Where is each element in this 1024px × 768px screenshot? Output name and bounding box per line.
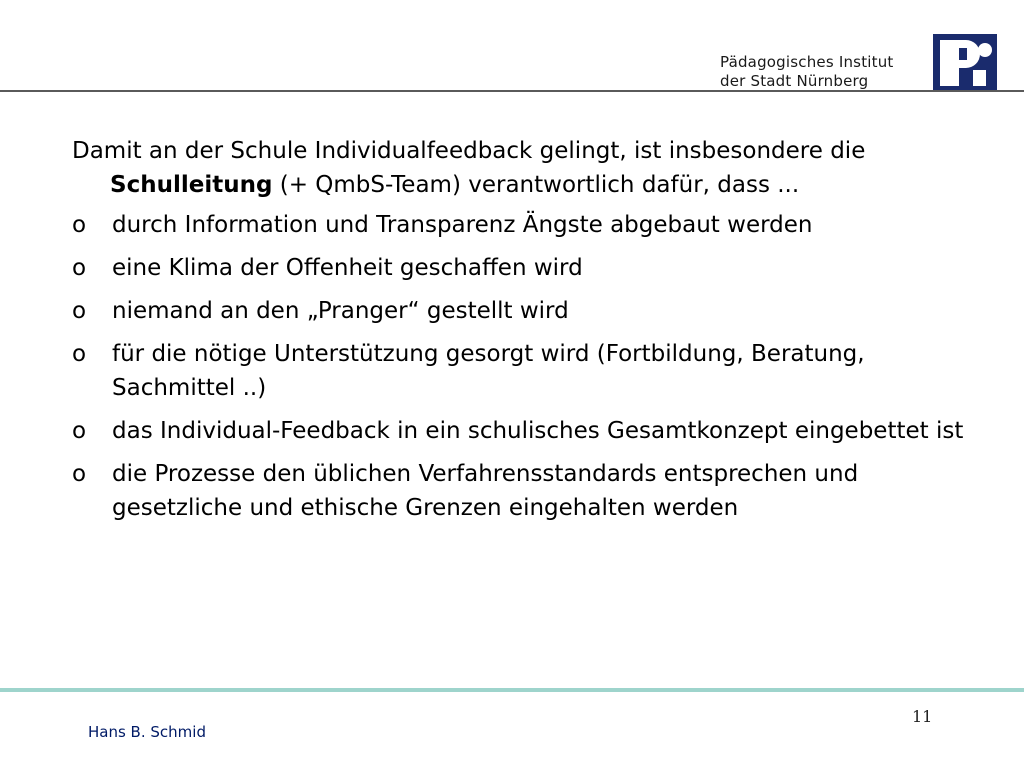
list-item — [72, 208, 972, 242]
bullet-text: niemand an den „Pranger“ gestellt wird — [112, 298, 569, 324]
intro-text-start: Damit an der Schule Individualfeedback gelingt, ist insbesondere die — [72, 138, 866, 164]
bullet-marker: o — [72, 212, 87, 238]
institute-name — [720, 53, 920, 91]
list-item — [72, 414, 972, 448]
bullet-text: für die nötige Unterstützung gesorgt wird (Fortbildung, Beratung, Sachmittel ..) — [112, 341, 865, 401]
bullet-marker: o — [72, 255, 87, 281]
intro-bold-term: Schulleitung — [110, 172, 273, 198]
list-item — [72, 337, 972, 405]
bullet-text: das Individual-Feedback in ein schulisches Gesamtkonzept eingebettet ist — [112, 418, 964, 444]
bullet-marker: o — [72, 341, 87, 367]
institute-name-line2: der Stadt Nürnberg — [720, 72, 869, 90]
slide-content — [72, 134, 972, 534]
bullet-text: die Prozesse den üblichen Verfahrensstandards entsprechen und gesetzliche und ethische Grenzen eingehalten werden — [112, 461, 859, 521]
list-item — [72, 294, 972, 328]
bullet-marker: o — [72, 461, 87, 487]
bullet-marker: o — [72, 298, 87, 324]
institute-name-line1: Pädagogisches Institut — [720, 53, 894, 71]
header-divider — [0, 90, 1024, 92]
pi-logo-icon — [933, 34, 997, 92]
intro-text-end: (+ QmbS-Team) verantwortlich dafür, dass ... — [272, 172, 800, 198]
page-number: 11 — [912, 707, 933, 726]
footer-divider — [0, 688, 1024, 692]
footer-author: Hans B. Schmid — [88, 723, 206, 741]
list-item — [72, 457, 972, 525]
bullet-text: durch Information und Transparenz Ängste abgebaut werden — [112, 212, 813, 238]
bullet-list — [72, 208, 972, 525]
list-item — [72, 251, 972, 285]
intro-paragraph — [72, 134, 972, 202]
bullet-text: eine Klima der Offenheit geschaffen wird — [112, 255, 583, 281]
bullet-marker: o — [72, 418, 87, 444]
